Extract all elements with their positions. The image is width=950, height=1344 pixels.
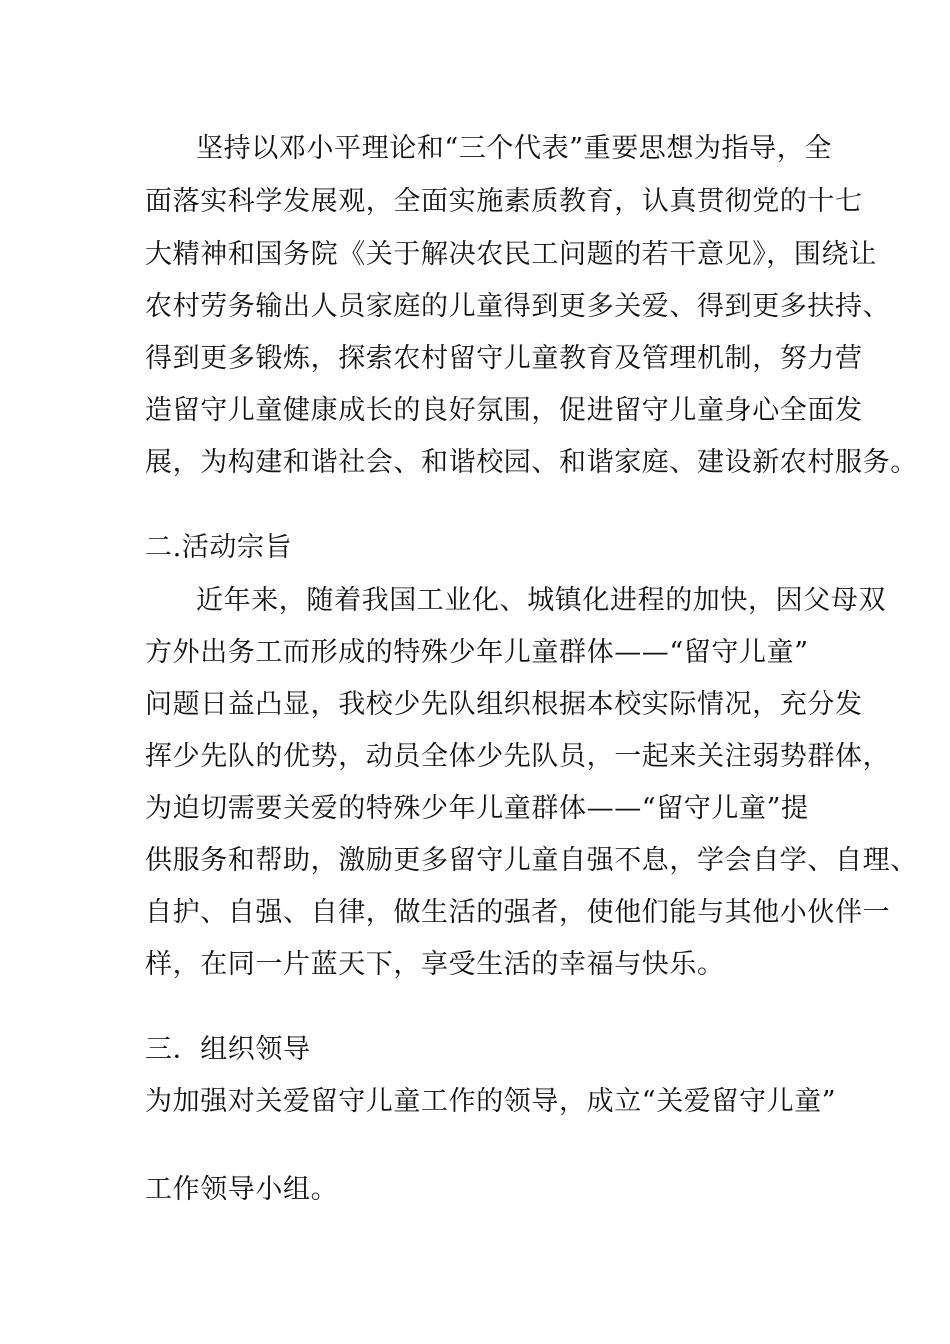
text-line: 为加强对关爱留守儿童工作的领导，成立“关爱留守儿童” — [145, 1086, 837, 1117]
text-line: 坚持以邓小平理论和“三个代表”重要思想为指导，全 — [196, 133, 833, 164]
text-line: 大精神和国务院《关于解决农民工问题的若干意见》，围绕让 — [145, 239, 877, 270]
text-line: 问题日益凸显，我校少先队组织根据本校实际情况，充分发 — [145, 689, 863, 720]
text-line: 农村劳务输出人员家庭的儿童得到更多关爱、得到更多扶持、 — [145, 291, 891, 322]
text-line: 挥少先队的优势，动员全体少先队员，一起来关注弱势群体， — [145, 741, 891, 772]
text-line: 面落实科学发展观，全面实施素质教育，认真贯彻党的十七 — [145, 186, 863, 217]
text-line: 为迫切需要关爱的特殊少年儿童群体——“留守儿童”提 — [145, 793, 809, 824]
text-line: 近年来，随着我国工业化、城镇化进程的加快，因父母双 — [196, 585, 886, 616]
text-line: 造留守儿童健康成长的良好氛围，促进留守儿童身心全面发 — [145, 395, 863, 426]
section-heading: 三．组织领导 — [145, 1034, 311, 1065]
text-line: 样，在同一片蓝天下，享受生活的幸福与快乐。 — [145, 949, 725, 980]
text-line: 供服务和帮助，激励更多留守儿童自强不息，学会自学、自理、 — [145, 845, 918, 876]
text-line: 自护、自强、自律，做生活的强者，使他们能与其他小伙伴一 — [145, 897, 891, 928]
text-line: 工作领导小组。 — [145, 1174, 339, 1205]
text-line: 得到更多锻炼，探索农村留守儿童教育及管理机制，努力营 — [145, 343, 863, 374]
text-line: 展，为构建和谐社会、和谐校园、和谐家庭、建设新农村服务。 — [145, 447, 918, 478]
section-heading: 二.活动宗旨 — [145, 532, 293, 563]
text-line: 方外出务工而形成的特殊少年儿童群体——“留守儿童” — [145, 637, 809, 668]
